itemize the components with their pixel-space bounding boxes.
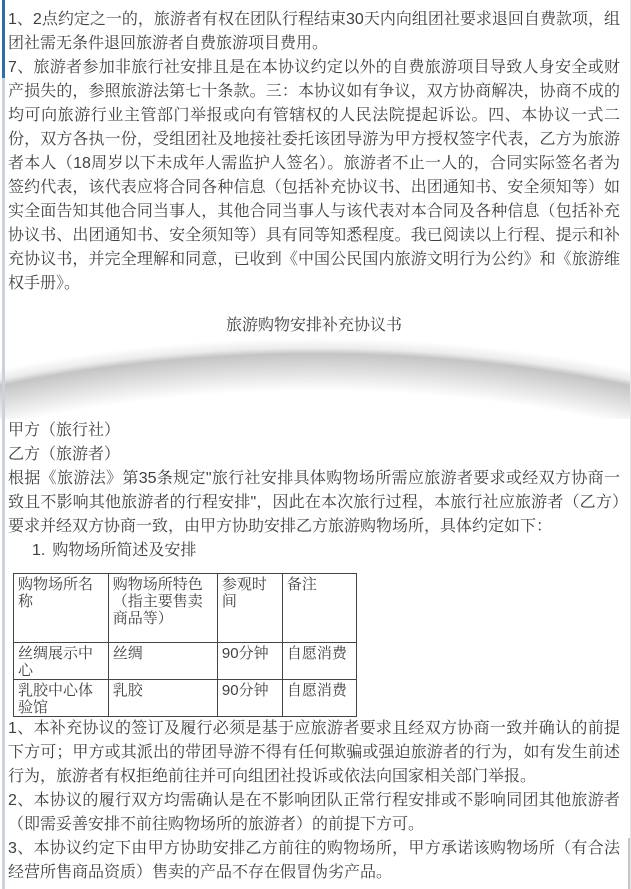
table-cell: 乳胶中心体验馆 xyxy=(14,680,109,717)
party-b-line: 乙方（旅游者） xyxy=(8,446,121,463)
page-title: 旅游购物安排补充协议书 xyxy=(225,317,402,334)
table-cell: 90分钟 xyxy=(217,680,282,717)
terms-paragraph: 1、2点约定之一的，旅游者有权在团队行程结束30天内向组团社要求退回自费款项，组团社需无条件退回旅游者自费旅游项目费用。 xyxy=(8,11,620,52)
list-item xyxy=(8,539,620,563)
supplement-term: 1、本补充协议的签订及履行必须是基于应旅游者要求且经双方协商一致并确认的前提下方可；甲方或其派出的带团导游不得有任何欺骗或强迫旅游者的行为，如有发生前述行为，旅游者有权拒绝前往并可向组团社投诉或依法向国家相关部门举报。 xyxy=(8,720,620,785)
supplement-term: 2、本协议的履行双方均需确认是在不影响团队正常行程安排或不影响同团其他旅游者（即需妥善安排不前往购物场所的旅游者）的前提下方可。 xyxy=(8,792,620,833)
left-scrollbar-thumb[interactable] xyxy=(2,0,5,78)
shopping-venues-table xyxy=(13,573,357,717)
table-header-cell: 购物场所名称 xyxy=(14,574,109,643)
table-cell: 乳胶 xyxy=(108,680,217,717)
page-break-shadow xyxy=(0,338,630,419)
left-scrollbar-track[interactable] xyxy=(2,0,5,889)
table-row xyxy=(14,643,357,680)
table-cell: 丝绸展示中心 xyxy=(14,643,109,680)
party-a-line: 甲方（旅行社） xyxy=(8,422,121,439)
table-header-cell: 备注 xyxy=(282,574,356,643)
right-scrollbar-thumb[interactable] xyxy=(628,838,630,889)
list-item-label: 购物场所简述及安排 xyxy=(52,542,197,559)
table-cell: 自愿消费 xyxy=(282,680,356,717)
table-row xyxy=(14,680,357,717)
table-header-row xyxy=(14,574,357,643)
agreement-intro: 根据《旅游法》第35条规定"旅行社安排具体购物场所需应旅游者要求或经双方协商一致且不影响其他旅游者的行程安排"，因此在本次旅行过程，本旅行社应旅游者（乙方）要求并经双方协商一致，由甲方协助安排乙方旅游购物场所，具体约定如下： xyxy=(8,470,620,535)
supplement-term: 3、本协议约定下由甲方协助安排乙方前往的购物场所，甲方承诺该购物场所（有合法经营所售商品资质）售卖的产品不存在假冒伪劣产品。 xyxy=(8,840,620,881)
table-cell: 丝绸 xyxy=(108,643,217,680)
list-item-number: 1. xyxy=(32,542,46,559)
table-header-cell: 参观时间 xyxy=(217,574,282,643)
table-cell: 90分钟 xyxy=(217,643,282,680)
terms-paragraph: 7、旅游者参加非旅行社安排且是在本协议约定以外的自费旅游项目导致人身安全或财产损失的，参照旅游法第七十条款。三：本协议如有争议，双方协商解决，协商不成的均可向旅游行业主管部门举报或向有管辖权的人民法院提起诉讼。四、本协议一式二份，双方各执一份，受组团社及地接社委托该团导游为甲方授权签字代表，乙方为旅游者本人（18周岁以下未成年人需监护人签名）。旅游者不止一人的，合同实际签名者为签约代表，该代表应将合同各种信息（包括补充协议书、出团通知书、安全须知等）如实全面告知其他合同当事人，其他合同当事人与该代表对本合同及各种信息（包括补充协议书、出团通知书、安全须知等）具有同等知悉程度。我已阅读以上行程、提示和补充协议书，并完全理解和同意，已收到《中国公民国内旅游文明行为公约》和《旅游维权手册》。 xyxy=(8,59,620,292)
table-header-cell: 购物场所特色（指主要售卖商品等） xyxy=(108,574,217,643)
table-cell: 自愿消费 xyxy=(282,643,356,680)
